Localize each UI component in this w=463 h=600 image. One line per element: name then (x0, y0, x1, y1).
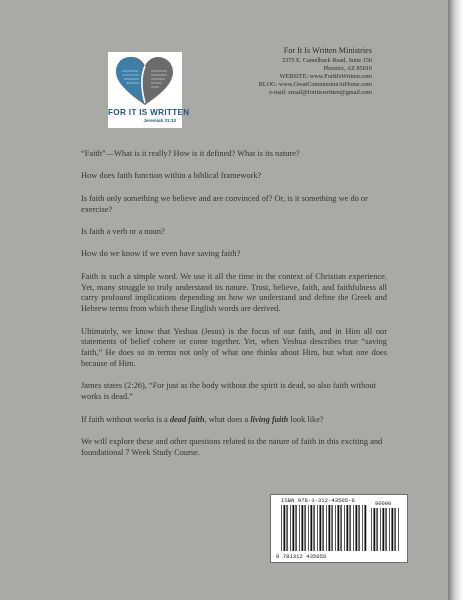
ean-barcode-bars (281, 505, 367, 551)
ean-number: 9 781312 435056 (276, 553, 327, 560)
cover-description (81, 149, 387, 470)
page-edge-shadow (448, 0, 463, 600)
paragraph-study-course: We will explore these and other questions related to the nature of faith in this exciting and foundational 7 Week Study Course. (81, 436, 383, 457)
question-believe-or-exercise: Is faith only something we believe and are convinced of? Or, is it something we do or exercise? (81, 193, 368, 214)
city-state-zip: Phoenix, AZ 85016 (323, 64, 372, 72)
organization-name: For It Is Written Ministries (283, 46, 372, 55)
website-line: WEBSITE: www.ForItIsWritten.com (279, 72, 372, 80)
question-what-is-faith: “Faith”—What is it really? How is it defined? What is its nature? (81, 149, 300, 158)
logo-title: FOR IT IS WRITTEN (108, 108, 190, 117)
text-segment: If faith without works is a (81, 414, 170, 424)
email-line: e-mail: email@foritiswritten@gmail.com (269, 89, 372, 97)
emphasis-dead-faith: dead faith (169, 414, 205, 424)
question-saving-faith: How do we know if we even have saving faith? (81, 249, 241, 259)
addon-barcode-bars (371, 508, 399, 551)
isbn-text: ISBN 978-1-312-43505-6 (281, 497, 355, 504)
logo-verse: Jeremiah 31:33 (143, 118, 176, 123)
blog-line: BLOG: www.GreatCommissionAtHome.com (258, 81, 372, 89)
paragraph-james-quote: James states (2:26), “For just as the body without the spirit is dead, so also faith without works is dead.” (81, 381, 376, 402)
emphasis-living-faith: living faith (250, 414, 289, 424)
paragraph-simple-word: Faith is such a simple word. We use it all the time in the context of Christian experience. Yet, many struggle to truly understand its nature. Trust, believe, faith, and faithfulness all carry profound implications depending on how we understand and define the Greek and Hebrew terms from which these English words are derived. (81, 271, 387, 314)
contact-block (259, 46, 372, 98)
isbn-barcode (270, 494, 408, 563)
question-verb-or-noun: Is faith a verb or a noun? (81, 226, 165, 236)
question-biblical-framework: How does faith function within a biblical framework? (81, 171, 262, 181)
ministry-logo (108, 52, 190, 128)
paragraph-yeshua-focus: Ultimately, we know that Yeshua (Jesus) is the focus of our faith, and in Him all our statements of belief cohere or come together. Yet, when Yeshua describes true “saving faith,” He does so in terms not only of what one thinks about Him, but what one does because of Him. (81, 326, 387, 368)
street-address: 2375 E. Camelback Road, Suite 150 (282, 56, 372, 64)
interlocking-hearts-icon (114, 55, 176, 107)
text-segment: , what does a (204, 414, 251, 424)
price-code: 90000 (375, 501, 392, 507)
paragraph-dead-living-faith (81, 415, 387, 426)
text-segment: look like? (288, 414, 324, 424)
